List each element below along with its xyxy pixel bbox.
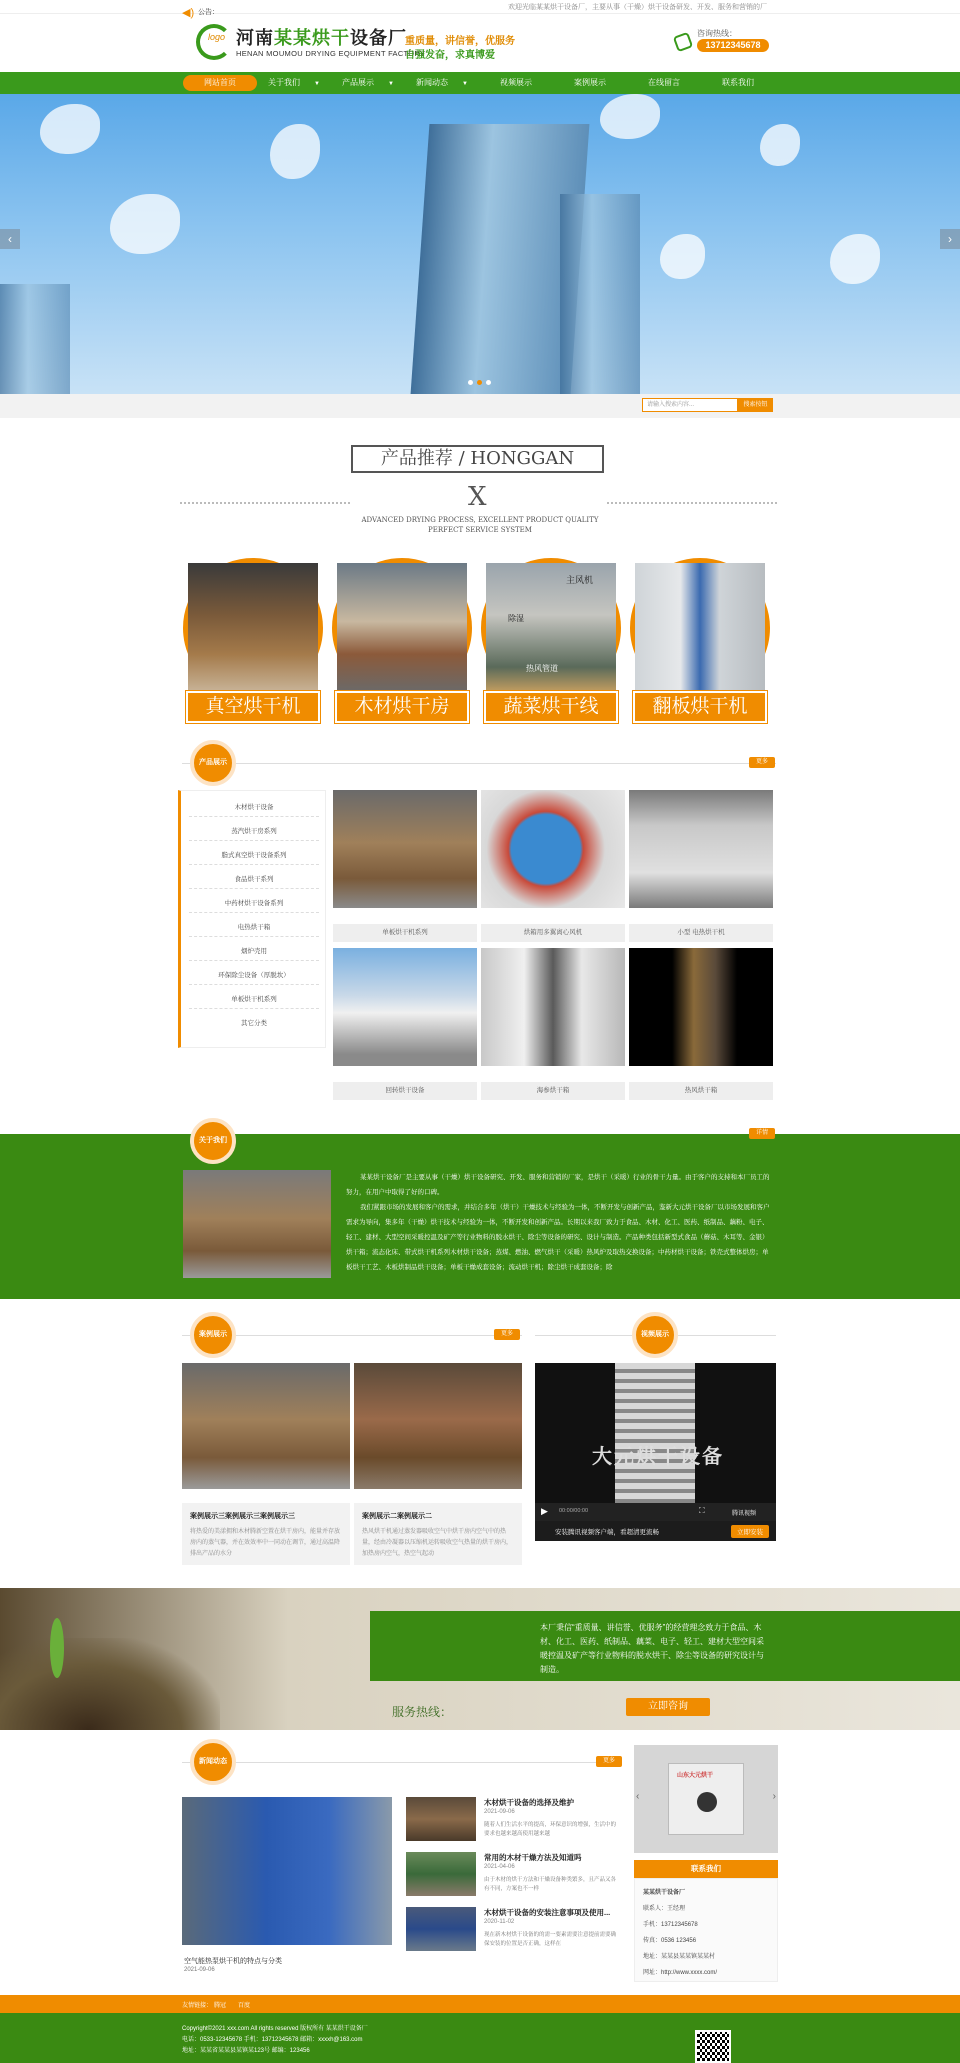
video-frame (615, 1363, 695, 1503)
about-text (346, 1170, 770, 1280)
building-image (560, 194, 640, 394)
nav-label: 在线留言 (648, 78, 680, 87)
logo-icon[interactable] (196, 24, 232, 60)
notice-bar (0, 394, 960, 418)
category-image (332, 558, 472, 698)
product-category-sidebar (178, 790, 326, 1048)
slogan-2: 自强发奋，求真博爱 (405, 50, 495, 61)
case-image (354, 1363, 522, 1489)
petal-decoration (110, 194, 180, 254)
case-body (354, 1503, 522, 1565)
banner-dot[interactable] (468, 380, 473, 385)
footer (0, 2013, 960, 2063)
product-image (629, 790, 773, 908)
consult-button[interactable]: 立即咨询 (626, 1698, 710, 1716)
product-card[interactable] (481, 948, 625, 1100)
product-card[interactable] (481, 790, 625, 942)
divider-left (180, 494, 350, 504)
friend-links-bar (0, 1995, 960, 2013)
news-item[interactable] (406, 1797, 620, 1849)
case-title: 案例展示二案例展示二 (362, 1513, 432, 1520)
news-date: 2021-09-06 (484, 1809, 515, 1815)
about-paragraph: 我们紧跟市场的发展和客户的需求，并结合多年（烘干）干燥技术与经验为一体，不断开发与创新产品，鉴新大元烘干设备厂以市场发展和客户需求为导向，集多年（干燥）烘干技术与经验为一体，不断开发和创新产品。长期以来我厂致力于食品、木材、化工、医药、纸制品、藕粉、电子、轻工、建材、大型空间采暖控温及矿产等行业物料的脱水烘干、除尘等设备的研究、设计与制造。产品种类包括新型式食品（蘑菇、木耳等、金银）烘干箱；流态化床、带式烘干机系列木材烘干设备；蒸煤、燃油、燃气烘干（采暖）热风炉及取热交换设备；中药材烘干设备；铁壳式整体烘房；单板烘干工艺、木板烘制品烘干设备；单板干燥成套设备；流动烘干机；除尘烘干成套设备；除 (346, 1204, 770, 1271)
nav-message[interactable] (627, 72, 701, 94)
contact-website[interactable]: 网址：http://www.xxxx.com/ (643, 1970, 718, 1976)
title-part-1: 河南 (236, 28, 274, 48)
news-item[interactable] (406, 1907, 620, 1959)
divider-right (607, 494, 777, 504)
cases-heading: 案例展示 (190, 1312, 236, 1358)
products-heading: 产品展示 (190, 740, 236, 786)
qr-pattern (697, 2032, 729, 2061)
case-desc: 将热爱的美漾拥和木材腾新空置在烘干房内，能量并存放房内的蒸气器，并在效效率中一同动在调节，通过高温降排出产品的水分 (190, 1529, 341, 1557)
soil-image (0, 1638, 220, 1730)
product-image (481, 948, 625, 1066)
sprout-image (50, 1618, 64, 1678)
hotspot-label: 主风机 (566, 575, 594, 585)
product-image (333, 790, 477, 908)
hotline-number: 13712345678 (697, 39, 769, 52)
welcome-text: 欢迎光临某某烘干设备厂，主要从事（干燥）烘干设备研发、开发、服务和营销的厂 (508, 4, 767, 11)
petal-decoration (600, 94, 660, 139)
sidebar-item[interactable]: 食品烘干系列 (189, 869, 319, 889)
logo-mark-text: logo (208, 32, 226, 42)
news-thumb (406, 1907, 476, 1951)
category-image (481, 558, 621, 698)
tencent-video-label: 腾讯视频 (732, 1511, 757, 1517)
service-text: 本厂秉信“重质量、讲信誉、优服务”的经营理念致力于食品、木材、化工、医药、纸制品、藕菜、电子、轻工、建材大型空间采暖控温及矿产等行业物料的脱水烘干、除尘等设备的研究设计与制造。 (540, 1623, 764, 1674)
site-title[interactable] (236, 24, 407, 50)
contact-person: 联系人：王经理 (643, 1906, 686, 1912)
category-label: 木材烘干房 (335, 691, 469, 723)
sidebar-item[interactable]: 木材烘干设备 (189, 797, 319, 817)
machine-image (668, 1763, 744, 1835)
slogan-1: 重质量，讲信誉，优服务 (405, 36, 515, 47)
hotspot-label: 除湿 (508, 614, 524, 623)
video-heading: 视频展示 (632, 1312, 678, 1358)
product-image (333, 948, 477, 1066)
news-featured-image[interactable] (182, 1797, 392, 1945)
category-label: 蔬菜烘干线 (484, 691, 618, 723)
contact-fax: 传真：0536 123456 (643, 1938, 697, 1944)
search-button[interactable]: 搜索按钮 (738, 398, 773, 412)
product-image (481, 790, 625, 908)
about-more-button[interactable]: 详情 (749, 1128, 775, 1139)
product-caption: 回转烘干设备 (333, 1082, 477, 1100)
footer-contact: 电话：0533-12345678 手机：13712345678 邮箱：xxxxh@163.com (182, 2037, 363, 2043)
recommend-sub-line: ADVANCED DRYING PROCESS, EXCELLENT PRODUCT QUALITY (361, 516, 599, 524)
news-date: 2021-04-06 (484, 1864, 515, 1870)
category-label: 真空烘干机 (186, 691, 320, 723)
about-image (183, 1170, 331, 1278)
nav-label: 关于我们 (268, 78, 301, 87)
site-title-en: HENAN MOUMOU DRYING EQUIPMENT FACTORY (236, 49, 426, 58)
sidebar-item[interactable]: 其它分类 (241, 1020, 267, 1027)
news-featured-date: 2021-09-06 (184, 1967, 215, 1973)
nav-news[interactable] (405, 72, 479, 94)
contact-mobile: 手机：13712345678 (643, 1922, 698, 1928)
main-nav (0, 72, 960, 94)
service-hotline-label: 服务热线： (392, 1705, 453, 1719)
caret-down-icon: ▼ (314, 81, 320, 87)
hotspot-label: 热风管道 (526, 664, 558, 673)
contact-company: 某某烘干设备厂 (643, 1890, 686, 1896)
contact-image (634, 1745, 778, 1853)
sidebar-item[interactable]: 环保除尘设备（厚脱坎） (189, 965, 319, 985)
play-icon[interactable]: ▶ (541, 1506, 548, 1516)
friend-link[interactable]: 百度 (238, 2003, 251, 2009)
speaker-icon: ◀) (182, 7, 195, 19)
title-part-3: 设备厂 (350, 28, 407, 48)
video-install-bar (535, 1521, 776, 1541)
case-image (182, 1363, 350, 1489)
cases-more-button[interactable]: 更多 (494, 1329, 520, 1340)
news-thumb (406, 1852, 476, 1896)
contact-prev-arrow[interactable]: ‹ (636, 1791, 640, 1802)
links-label: 友情链接： (182, 2003, 213, 2009)
copyright: Copyright©2021 xxx.com All rights reserved 版权所有 某某烘干设备厂 (182, 2026, 368, 2032)
contact-next-arrow[interactable]: › (772, 1791, 776, 1802)
machine-port (697, 1792, 717, 1812)
caret-down-icon: ▼ (462, 81, 468, 87)
recommend-sub-line: PERFECT SERVICE SYSTEM (428, 526, 532, 534)
case-body (182, 1503, 350, 1565)
hero-banner[interactable] (0, 94, 960, 394)
product-card[interactable] (333, 790, 477, 942)
search-input[interactable]: 请输入搜索内容... (642, 398, 738, 412)
video-overlay-text: 大元烘干设备 (592, 1446, 724, 1468)
nav-about[interactable] (257, 72, 331, 94)
news-title[interactable]: 木材烘干设备的选择及维护 (484, 1798, 574, 1807)
banner-next-arrow[interactable]: › (940, 229, 960, 249)
news-title[interactable]: 常用的木材干燥方法及知道吗 (484, 1853, 582, 1862)
nav-label: 网站首页 (204, 78, 236, 87)
news-heading: 新闻动态 (190, 1739, 236, 1785)
nav-home[interactable] (183, 75, 257, 91)
product-caption: 热风烘干箱 (629, 1082, 773, 1100)
banner-dot-active[interactable] (477, 380, 482, 385)
top-bar (0, 0, 960, 14)
news-item[interactable] (406, 1852, 620, 1904)
petal-decoration (660, 234, 705, 279)
banner-dots[interactable] (466, 374, 493, 388)
about-paragraph: 某某烘干设备厂是主要从事（干燥）烘干设备研究、开发、服务和营销的厂家，是烘干（采暖）行业的骨干力量。由于客户的支持和本厂员工的努力，在用户中取得了好的口碑。 (346, 1174, 770, 1196)
nav-contact[interactable] (701, 72, 775, 94)
banner-dot[interactable] (486, 380, 491, 385)
recommend-title: 产品推荐 / HONGGAN (351, 445, 604, 473)
news-featured-title[interactable]: 空气能热泵烘干机的特点与分类 (184, 1958, 282, 1965)
contact-heading: 联系我们 (634, 1860, 778, 1878)
case-card[interactable] (182, 1363, 350, 1565)
building-image (0, 284, 70, 394)
product-card[interactable] (629, 948, 773, 1100)
caret-down-icon: ▼ (388, 81, 394, 87)
section-line (182, 763, 776, 764)
install-text: 安装腾讯视频客户端，看超清更流畅 (555, 1529, 659, 1536)
contact-panel (634, 1878, 778, 1982)
recommend-mark: X (468, 482, 487, 512)
fullscreen-icon[interactable]: ⛶ (699, 1506, 705, 1515)
news-date: 2020-11-02 (484, 1919, 515, 1925)
nav-cases[interactable] (553, 72, 627, 94)
hotline-label: 咨询热线： (697, 29, 737, 38)
category-card[interactable] (183, 558, 323, 724)
news-title[interactable]: 木材烘干设备的安装注意事项及使用... (484, 1908, 611, 1917)
product-caption: 烘箱用多翼离心风机 (481, 924, 625, 942)
category-card[interactable] (332, 558, 472, 724)
petal-decoration (270, 124, 320, 179)
about-heading: 关于我们 (190, 1118, 236, 1164)
category-label: 翻板烘干机 (633, 691, 767, 723)
news-thumb (406, 1797, 476, 1841)
news-summary: 现在新木材烘干设备的的需一要素需要注意提前需要确保安装的位置是否正确，这样在 (484, 1932, 617, 1947)
sidebar-item[interactable]: 脂式真空烘干设备系列 (189, 845, 319, 865)
category-card[interactable] (630, 558, 770, 724)
products-more-button[interactable]: 更多 (749, 757, 775, 768)
sidebar-item[interactable]: 中药材烘干设备系列 (189, 893, 319, 913)
category-card[interactable] (481, 558, 621, 724)
nav-label: 产品展示 (342, 78, 375, 87)
petal-decoration (830, 234, 880, 284)
sidebar-item[interactable]: 电热烘干箱 (189, 917, 319, 937)
notice-label: 公告： (198, 9, 219, 16)
nav-video[interactable] (479, 72, 553, 94)
product-caption: 小型 电热烘干机 (629, 924, 773, 942)
phone-icon (673, 32, 694, 53)
nav-label: 视频展示 (500, 78, 532, 87)
friend-link[interactable]: 腾冠 (214, 2003, 227, 2009)
contact-address: 地址：某某县某某镇某某村 (643, 1954, 716, 1960)
product-caption: 单板烘干机系列 (333, 924, 477, 942)
title-part-2: 某某烘干 (274, 28, 350, 48)
product-image (629, 948, 773, 1066)
nav-label: 案例展示 (574, 78, 606, 87)
petal-decoration (760, 124, 800, 166)
product-card[interactable] (333, 948, 477, 1100)
nav-products[interactable] (331, 72, 405, 94)
sidebar-item[interactable]: 单板烘干机系列 (189, 989, 319, 1009)
case-card[interactable] (354, 1363, 522, 1565)
category-image (630, 558, 770, 698)
machine-label: 山东大元烘干 (677, 1773, 714, 1779)
install-button[interactable]: 立即安装 (731, 1525, 769, 1538)
product-card[interactable] (629, 790, 773, 942)
sidebar-item[interactable]: 蒸汽烘干房系列 (189, 821, 319, 841)
news-summary: 由于木材的烘干方法和干燥设备种类繁多，且产品又各有不同，方案也不一样 (484, 1877, 617, 1892)
category-image (183, 558, 323, 698)
petal-decoration (40, 104, 100, 154)
recommend-subtitle (320, 515, 640, 535)
video-controls (535, 1503, 776, 1521)
sidebar-item[interactable]: 烟炉壳用 (189, 941, 319, 961)
video-time: 00:00/00:00 (559, 1508, 589, 1514)
banner-prev-arrow[interactable]: ‹ (0, 229, 20, 249)
case-desc: 热风烘干机通过蒸发器吸收空气中烘干房内空气中的热量，经由冷凝器以压缩机运转吸收空气热量的烘干房内，加热房内空气，热空气起动 (362, 1529, 513, 1557)
nav-label: 联系我们 (722, 78, 754, 87)
news-more-button[interactable]: 更多 (596, 1756, 622, 1767)
product-caption: 海参烘干箱 (481, 1082, 625, 1100)
case-title: 案例展示三案例展示三案例展示三 (190, 1513, 295, 1520)
footer-address: 地址：某某省某某县某镇某123号 邮编：123456 (182, 2048, 310, 2054)
nav-label: 新闻动态 (416, 78, 449, 87)
section-line (182, 1762, 622, 1763)
qr-code-icon (695, 2030, 731, 2063)
news-summary: 随着人们生活水平的提高，环保意识的增强，生活中的要求也越来越高使用越来越 (484, 1822, 617, 1837)
